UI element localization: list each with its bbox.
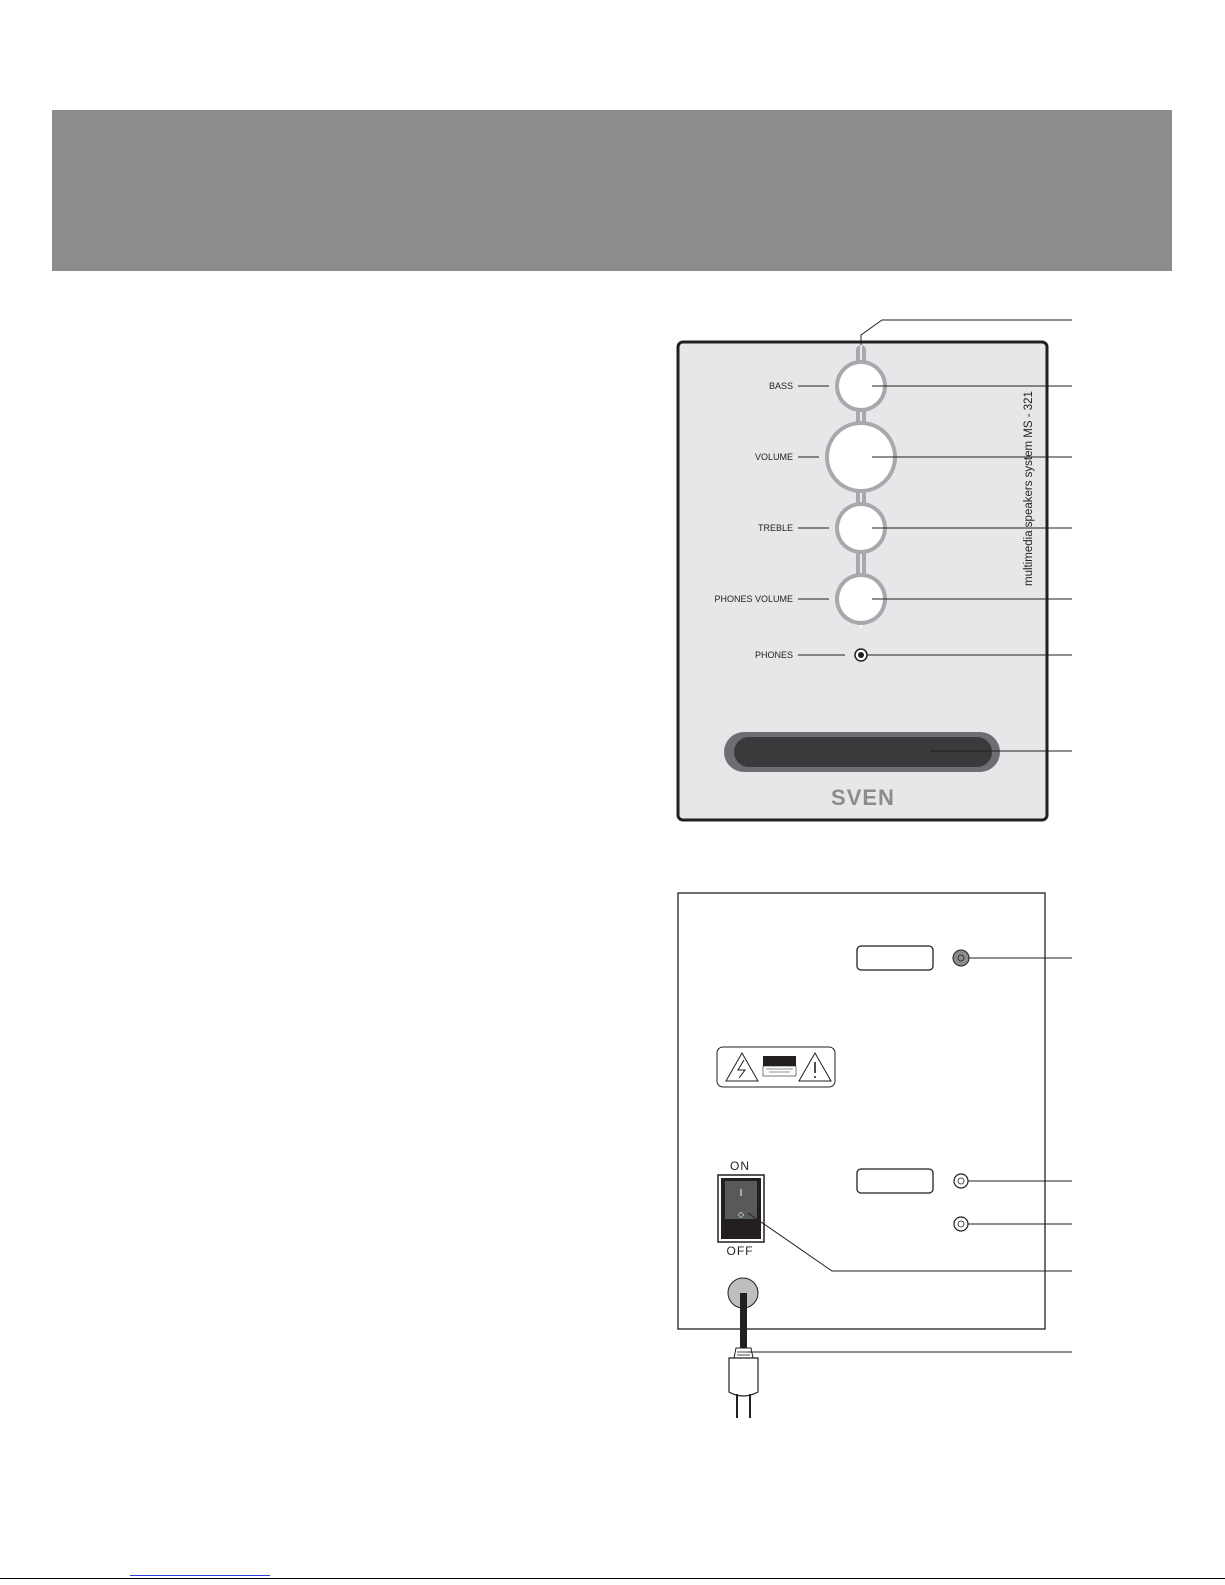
front-bass-port — [724, 732, 1000, 772]
volume-label: VOLUME — [754, 452, 793, 462]
treble-label: TREBLE — [757, 523, 793, 533]
model-side-text: multimedia speakers system MS - 321 — [1023, 391, 1035, 586]
phones-volume-label: PHONES VOLUME — [714, 594, 793, 604]
switch-off-label: OFF — [726, 1244, 754, 1258]
phones-label: PHONES — [754, 650, 793, 660]
caution-label-icon — [763, 1056, 796, 1076]
power-switch[interactable] — [718, 1175, 764, 1242]
footer-rule — [0, 1578, 1225, 1579]
warning-label — [717, 1047, 835, 1087]
input-jack-icon-3[interactable] — [954, 1217, 968, 1231]
input-jack-icon-2[interactable] — [954, 1174, 968, 1188]
input-label-plate-2 — [857, 1169, 933, 1193]
front-panel — [678, 342, 1047, 820]
switch-on-mark: I — [739, 1188, 743, 1199]
input-label-plate-1 — [857, 946, 933, 970]
footer-link-underline[interactable] — [130, 1575, 270, 1576]
input-jack-icon-1[interactable] — [953, 950, 969, 966]
phones-jack-icon[interactable] — [855, 649, 867, 661]
sven-logo: SVEN — [831, 785, 895, 810]
switch-on-label: ON — [730, 1159, 750, 1173]
bass-label: BASS — [768, 381, 793, 391]
switch-off-mark: ◇ — [737, 1210, 745, 1219]
